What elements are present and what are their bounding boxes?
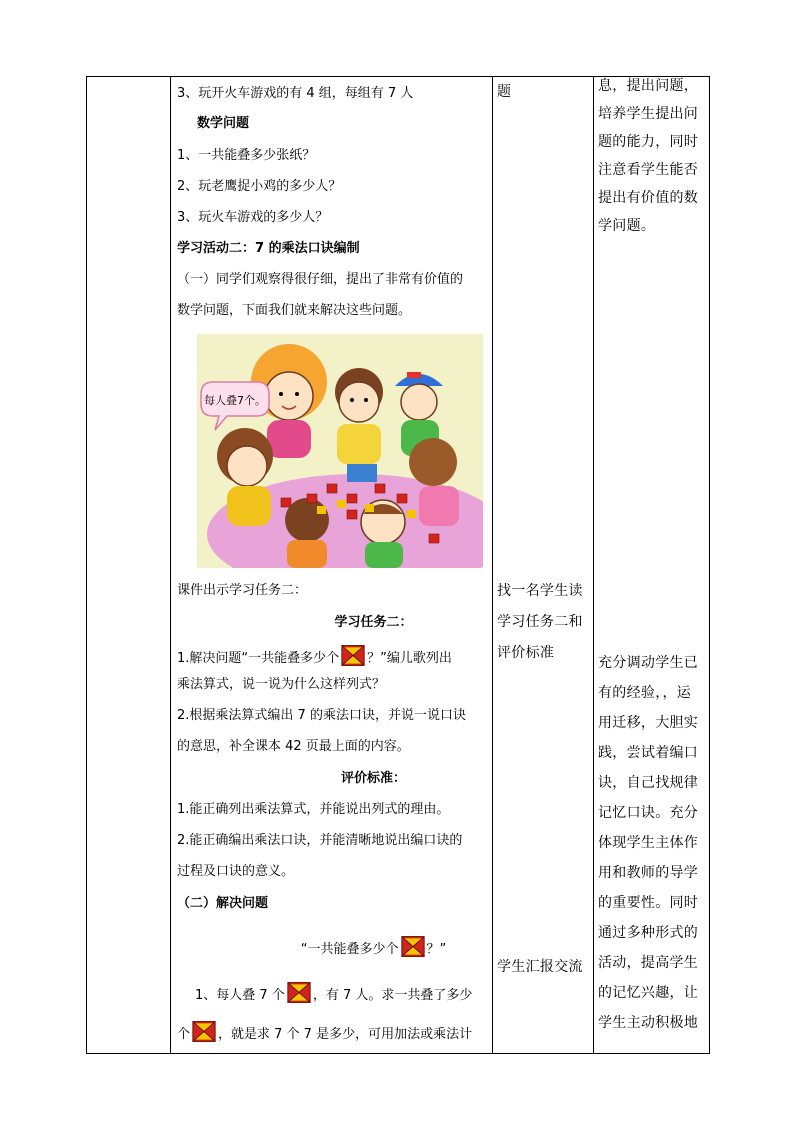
activity-text: 学生汇报交流: [497, 959, 583, 975]
intent-text: 的重要性。同时: [598, 895, 699, 911]
intent-text: 的记忆兴趣，让: [598, 985, 699, 1001]
section-heading: （二）解决问题: [177, 896, 269, 911]
task1-text-b: ？”编儿歌列出: [367, 651, 452, 666]
intent-text: 注意看学生能否: [598, 162, 699, 178]
text-line: （一）同学们观察得很仔细，提出了非常有价值的: [177, 272, 464, 287]
question-text-b: ？”: [426, 942, 447, 957]
task1-text-a: 1.解决问题“一共能叠多少个: [177, 651, 340, 666]
folded-paper-icon: [341, 645, 365, 666]
solution-text-b: ，有 7 人。求一共叠了多少: [312, 988, 473, 1003]
text-line: [177, 645, 452, 667]
intent-text: 活动，提高学生: [598, 955, 699, 971]
activity-text: 学习任务二和: [497, 614, 583, 630]
text-line: 的意思，补全课本 42 页最上面的内容。: [177, 739, 410, 754]
intent-text: 充分调动学生已: [598, 655, 699, 671]
text-line: 过程及口诀的意义。: [177, 864, 295, 879]
solution-text-c: 个: [177, 1027, 191, 1042]
text-line: 2、玩老鹰捉小鸡的多少人？: [177, 179, 342, 194]
folded-paper-icon: [192, 1021, 216, 1042]
question-text-a: “一共能叠多少个: [300, 942, 399, 957]
intent-text: 践，尝试着编口: [598, 745, 699, 761]
folded-paper-icon: [287, 982, 311, 1003]
intent-text: 题的能力，同时: [598, 134, 699, 150]
intent-text: 用迁移，大胆实: [598, 715, 699, 731]
text-line: 课件出示学习任务二：: [177, 583, 308, 598]
text-line: 数学问题，下面我们就来解决这些问题。: [177, 303, 412, 318]
intent-text: 学生主动积极地: [598, 1015, 699, 1031]
children-folding-paper-illustration: [197, 334, 483, 568]
task-title: 学习任务二：: [334, 615, 413, 630]
text-line: [195, 982, 472, 1004]
column-student-activity: [493, 77, 593, 1053]
folded-paper-icon: [401, 936, 425, 957]
solution-text-a: 1、每人叠 7 个: [195, 988, 285, 1003]
activity-text: 找一名学生读: [497, 583, 583, 599]
text-line: 2.根据乘法算式编出 7 的乘法口诀，并说一说口诀: [177, 708, 466, 723]
solution-text-d: ，就是求 7 个 7 是多少，可用加法或乘法计: [218, 1027, 473, 1042]
column-stage: [87, 77, 170, 1053]
intent-text: 有的经验，，运: [598, 685, 692, 701]
text-line: 1.能正确列出乘法算式，并能说出列式的理由。: [177, 802, 450, 817]
section-heading: 数学问题: [197, 116, 250, 131]
bubble-text: 每人叠7个。: [204, 394, 266, 407]
intent-text: 提出有价值的数: [598, 190, 699, 206]
text-line: 3、玩开火车游戏的有 4 组，每组有 7 人: [177, 86, 414, 101]
intent-text: 诀，自己找规律: [598, 775, 699, 791]
intent-text: 学问题。: [598, 218, 656, 234]
intent-text: 记忆口诀。充分: [598, 805, 699, 821]
intent-text: 用和教师的导学: [598, 865, 699, 881]
text-line: 2.能正确编出乘法口诀，并能清晰地说出编口诀的: [177, 833, 463, 848]
text-line: [177, 1021, 472, 1043]
intent-text: 通过多种形式的: [598, 925, 699, 941]
text-line: 1、一共能叠多少张纸？: [177, 148, 316, 163]
section-heading: 学习活动二：7 的乘法口诀编制: [177, 241, 360, 256]
text-line: 3、玩火车游戏的多少人？: [177, 210, 329, 225]
activity-text: 题: [497, 84, 512, 100]
text-line: 乘法算式，说一说为什么这样列式？: [177, 677, 386, 692]
column-design-intent: [594, 77, 710, 1053]
intent-text: 息，提出问题，: [598, 78, 699, 94]
criteria-title: 评价标准：: [340, 771, 406, 786]
intent-text: 培养学生提出问: [598, 106, 699, 122]
lesson-table: [86, 76, 710, 1054]
intent-text: 体现学生主体作: [598, 835, 699, 851]
activity-text: 评价标准: [497, 645, 555, 661]
